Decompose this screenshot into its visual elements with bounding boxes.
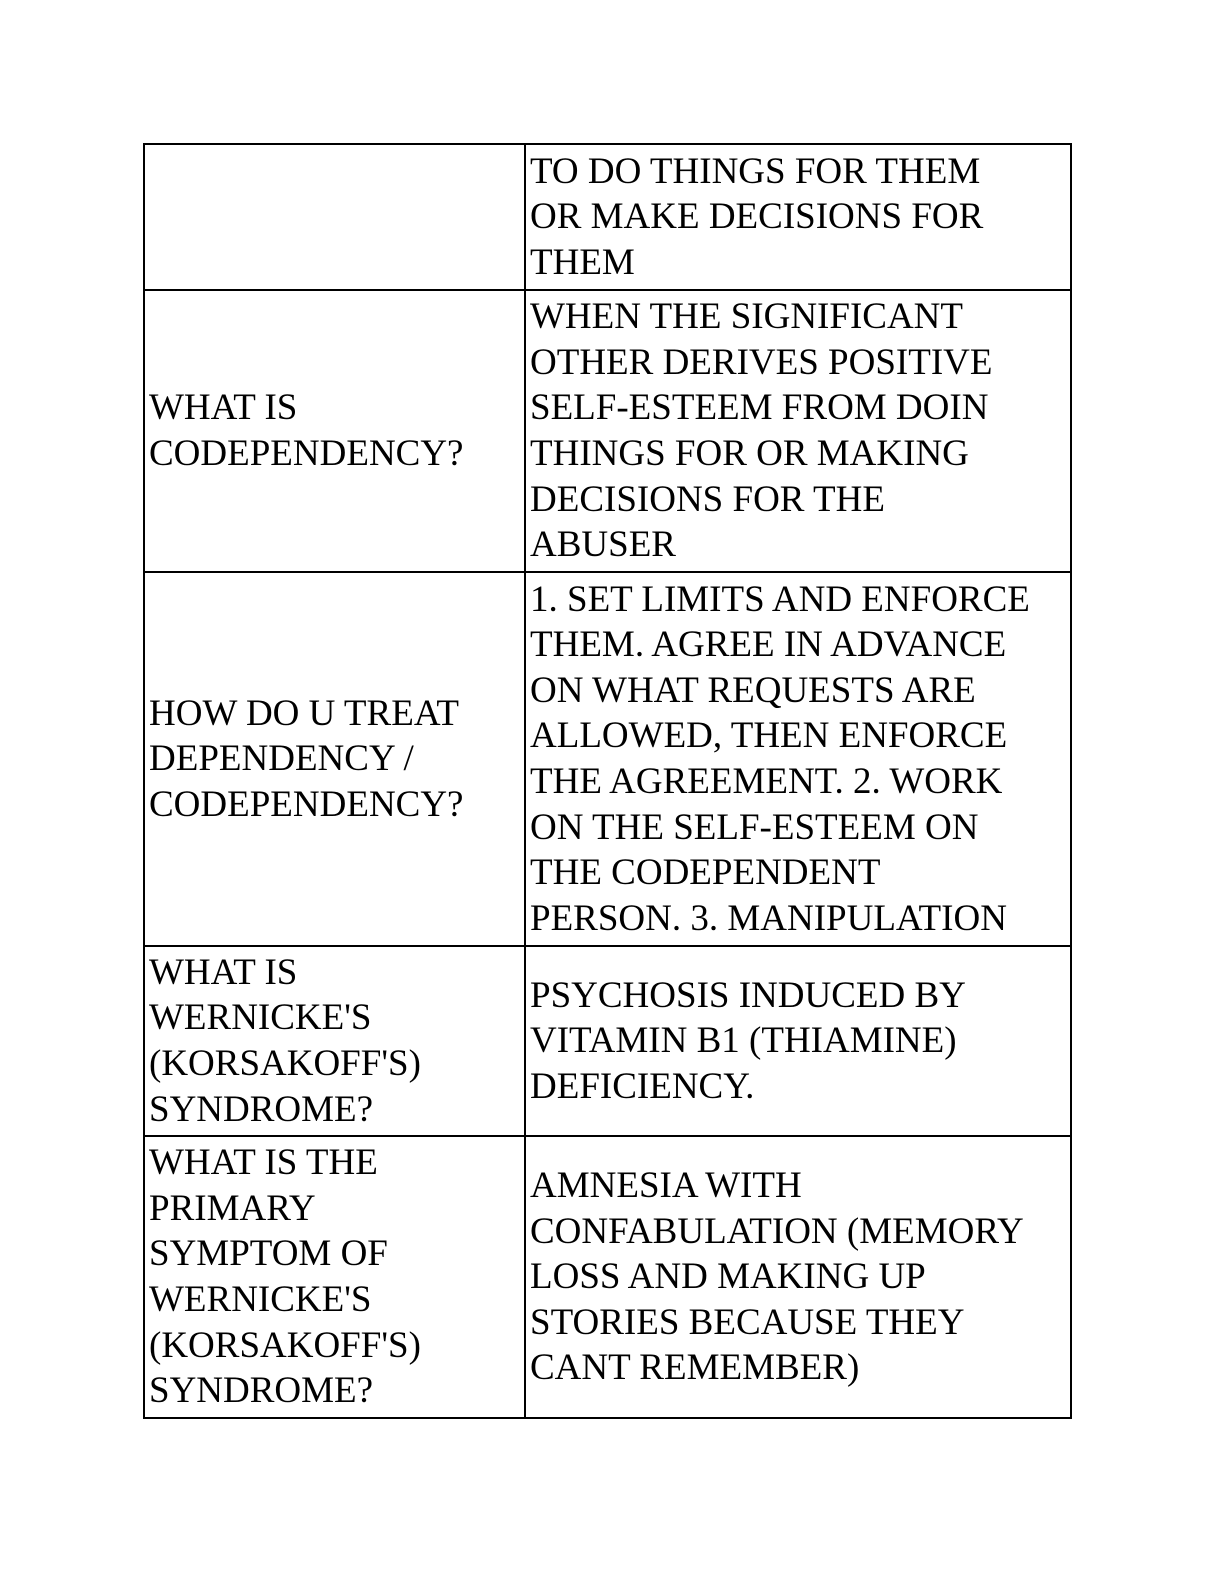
question-cell <box>144 946 525 1136</box>
answer-cell <box>525 572 1071 946</box>
flashcard-table <box>143 143 1072 1419</box>
question-cell <box>144 290 525 572</box>
question-text: HOW DO U TREAT DEPENDENCY / CODEPENDENCY? <box>149 692 464 825</box>
question-text: WHAT IS THE PRIMARY SYMPTOM OF WERNICKE'S (KORSAKOFF'S) SYNDROME? <box>149 1142 421 1412</box>
answer-text: WHEN THE SIGNIFICANT OTHER DERIVES POSITIVE SELF-ESTEEM FROM DOIN THINGS FOR OR MAKING DECISIONS FOR THE ABUSER <box>530 296 993 566</box>
answer-text: PSYCHOSIS INDUCED BY VITAMIN B1 (THIAMINE) DEFICIENCY. <box>530 974 966 1107</box>
answer-cell <box>525 144 1071 290</box>
question-cell <box>144 144 525 290</box>
table-row <box>144 946 1071 1136</box>
question-cell <box>144 572 525 946</box>
answer-cell <box>525 1136 1071 1418</box>
answer-cell <box>525 946 1071 1136</box>
table-row <box>144 144 1071 290</box>
table-row <box>144 1136 1071 1418</box>
table-row <box>144 572 1071 946</box>
question-text: WHAT IS CODEPENDENCY? <box>149 387 464 474</box>
table-row <box>144 290 1071 572</box>
answer-cell <box>525 290 1071 572</box>
answer-text: AMNESIA WITH CONFABULATION (MEMORY LOSS AND MAKING UP STORIES BECAUSE THEY CANT REMEMBER) <box>530 1165 1024 1389</box>
answer-text: TO DO THINGS FOR THEM OR MAKE DECISIONS FOR THEM <box>530 150 984 283</box>
question-cell <box>144 1136 525 1418</box>
answer-text: 1. SET LIMITS AND ENFORCE THEM. AGREE IN ADVANCE ON WHAT REQUESTS ARE ALLOWED, THEN ENFORCE THE AGREEMENT. 2. WORK ON THE SELF-ESTEEM ON THE CODEPENDENT PERSON. 3. MANIPULATION <box>530 578 1030 939</box>
question-text: WHAT IS WERNICKE'S (KORSAKOFF'S) SYNDROME? <box>149 951 421 1130</box>
